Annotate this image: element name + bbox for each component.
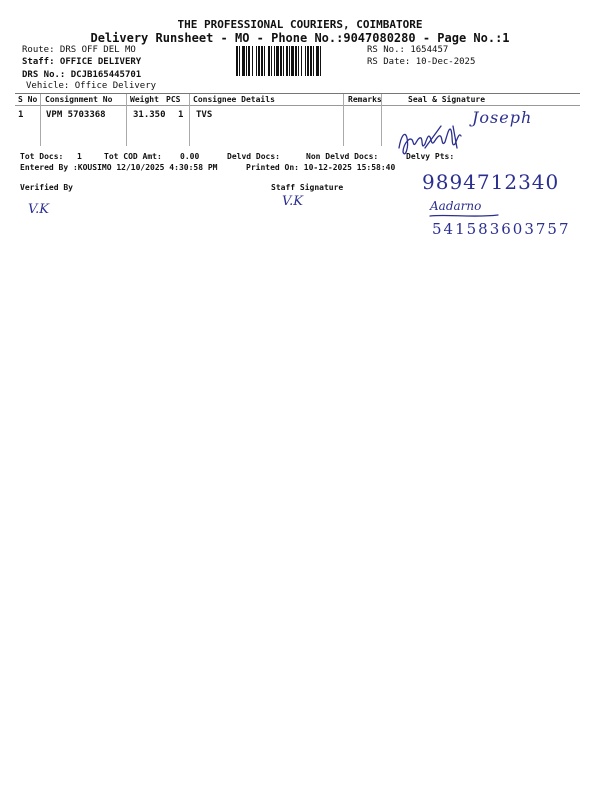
header-consignee: Consignee Details [193, 95, 275, 104]
receiver-signature-scribble [395, 118, 470, 166]
handwritten-id-label: Aadarno [430, 199, 482, 213]
table-top-rule [15, 93, 580, 94]
tot-docs-value: 1 [77, 152, 82, 161]
col-divider [40, 94, 41, 146]
non-delvd-docs-label: Non Delvd Docs: [306, 152, 379, 161]
delvy-pts-label: Delvy Pts: [406, 152, 455, 161]
col-divider [189, 94, 190, 146]
staff-field: Staff: OFFICE DELIVERY [22, 57, 142, 67]
delvd-docs-label: Delvd Docs: [227, 152, 280, 161]
handwritten-id-number: 541583603757 [432, 220, 571, 238]
row-pcs: 1 [178, 110, 184, 120]
row-consignment-no: VPM 5703368 [46, 110, 106, 120]
vehicle-field: Vehicle: Office Delivery [26, 81, 157, 91]
tot-docs-label: Tot Docs: [20, 152, 64, 161]
handwritten-receiver-name: Joseph [472, 108, 533, 127]
handwritten-underline [428, 213, 500, 219]
header-weight: Weight [130, 95, 159, 104]
handwritten-phone: 9894712340 [422, 170, 560, 194]
header-sno: S No [18, 95, 38, 104]
tot-cod-label: Tot COD Amt: [104, 152, 162, 161]
verified-by-label: Verified By [20, 183, 73, 192]
entered-by: Entered By :KOUSIMO 12/10/2025 4:30:58 PM [20, 163, 218, 172]
staff-initials: V.K [282, 194, 303, 209]
table-header-rule [15, 105, 580, 106]
row-sno: 1 [18, 110, 24, 120]
printed-on: Printed On: 10-12-2025 15:58:40 [246, 163, 396, 172]
company-name: THE PROFESSIONAL COURIERS, COIMBATORE [177, 18, 423, 31]
header-consignment: Consignment No [45, 95, 113, 104]
row-weight: 31.350 [133, 110, 166, 120]
tot-cod-value: 0.00 [180, 152, 200, 161]
header-remarks: Remarks [348, 95, 382, 104]
drs-number: DRS No.: DCJB165445701 [22, 70, 142, 80]
row-consignee: TVS [196, 110, 213, 120]
header-seal-signature: Seal & Signature [408, 95, 486, 104]
col-divider [126, 94, 127, 146]
col-divider [343, 94, 344, 146]
rs-date: RS Date: 10-Dec-2025 [367, 57, 476, 67]
staff-signature-label: Staff Signature [271, 183, 344, 192]
header-pcs: PCS [166, 95, 181, 104]
verified-initials: V.K [28, 202, 49, 217]
runsheet-title: Delivery Runsheet - MO - Phone No.:9047080280 - Page No.:1 [90, 31, 510, 45]
route-field: Route: DRS OFF DEL MO [22, 45, 136, 55]
barcode-image [236, 46, 364, 76]
rs-number: RS No.: 1654457 [367, 45, 449, 55]
